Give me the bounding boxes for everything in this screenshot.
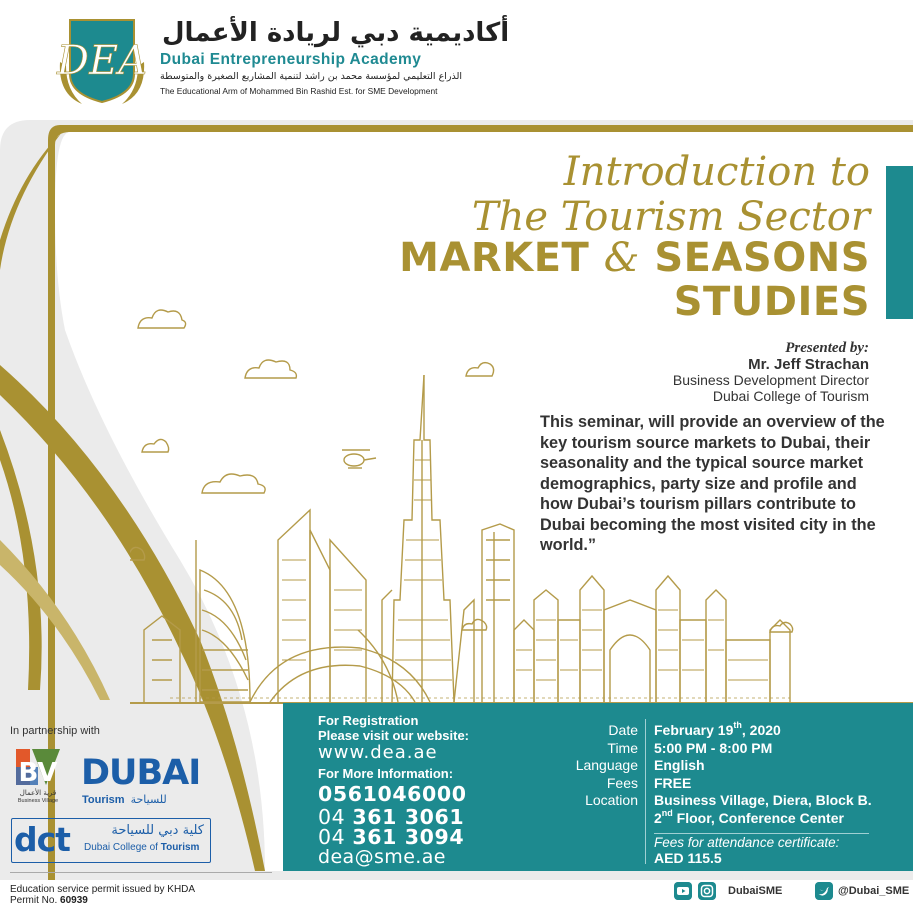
logo-arabic-name: أكاديمية دبي لريادة الأعمال — [162, 18, 510, 48]
logo-english-name: Dubai Entrepreneurship Academy — [160, 51, 422, 68]
location-value-2: 2nd Floor, Conference Center — [654, 807, 844, 826]
phone-landline-1-prefix: 04 — [318, 805, 346, 829]
title-line-1: Introduction to — [563, 149, 870, 195]
business-village-arabic: قرية الأعمال — [19, 789, 57, 797]
dubai-tourism-logo: DUBAI — [81, 753, 201, 793]
title-seasons: SEASONS — [654, 235, 870, 281]
social-handle[interactable]: DubaiSME — [728, 885, 783, 897]
phone-landline-1-number: 361 3061 — [352, 805, 465, 829]
title-line-2: The Tourism Sector — [471, 194, 870, 240]
fees-value: FREE — [654, 774, 692, 791]
youtube-icon[interactable] — [674, 882, 692, 900]
location-value-1: Business Village, Diera, Block B. — [654, 792, 872, 808]
language-label: Language — [575, 757, 638, 773]
details-divider — [645, 719, 646, 864]
more-info-title: For More Information: — [318, 766, 454, 781]
date-value: February 19th, 2020 — [654, 720, 781, 738]
instagram-icon[interactable] — [698, 882, 716, 900]
presenter-organization: Dubai College of Tourism — [712, 388, 869, 404]
partnership-label: In partnership with — [10, 725, 100, 737]
certificate-fee-value: AED 115.5 — [654, 850, 722, 866]
phone-mobile[interactable]: 0561046000 — [318, 782, 467, 806]
event-detail-labels — [520, 722, 638, 810]
registration-title: For Registration — [318, 713, 419, 728]
bv-monogram: BV — [18, 758, 58, 788]
presenter-role: Business Development Director — [672, 372, 869, 388]
dubai-tourism-caption: Tourism للسياحة — [82, 793, 167, 806]
logo-monogram: DEA — [56, 38, 148, 84]
dct-logo-mark: dct — [14, 820, 70, 859]
time-value: 5:00 PM - 8:00 PM — [654, 739, 773, 756]
seminar-description: This seminar, will provide an overview of the key tourism source markets to Dubai, their seasonality and the typical source market demographics, party size and profile and how Dubai’s tourism pillars contribute to Dubai becoming the most visited city in the world.” — [540, 413, 885, 554]
title-line-3 — [399, 236, 870, 280]
language-value: English — [654, 757, 705, 773]
permit-number: Permit No. 60939 — [10, 895, 88, 906]
registration-instruction: Please visit our website: — [318, 728, 470, 743]
twitter-icon[interactable] — [815, 882, 833, 900]
logo-arabic-tagline: الذراع التعليمي لمؤسسة محمد بن راشد لتنمية المشاريع الصغيرة والمتوسطة — [160, 71, 463, 82]
phone-landline-2-prefix: 04 — [318, 825, 346, 849]
presented-by-label: Presented by: — [785, 340, 869, 356]
khda-permit-text: Education service permit issued by KHDA — [10, 884, 196, 895]
certificate-fee-label: Fees for attendance certificate: — [654, 835, 840, 850]
cloud-icon — [138, 310, 186, 328]
title-market: MARKET — [399, 235, 590, 281]
event-detail-values — [654, 722, 904, 827]
certificate-divider — [654, 833, 869, 834]
teal-accent-tab — [886, 166, 913, 319]
date-label: Date — [608, 722, 638, 738]
location-label: Location — [585, 792, 638, 808]
dea-logo-emblem — [52, 14, 152, 106]
email-link[interactable]: dea@sme.ae — [318, 846, 446, 868]
fees-label: Fees — [606, 774, 638, 791]
title-ampersand: & — [603, 235, 640, 281]
time-label: Time — [607, 739, 638, 756]
logo-english-tagline: The Educational Arm of Mohammed Bin Rashid Est. for SME Development — [160, 86, 438, 96]
business-village-english: Business Village — [17, 798, 59, 804]
twitter-handle[interactable]: @Dubai_SME — [838, 885, 910, 897]
website-link[interactable]: www.dea.ae — [318, 742, 438, 763]
title-line-4: STUDIES — [673, 279, 870, 325]
phone-landline-2-number: 361 3094 — [352, 825, 465, 849]
dct-english-name: Dubai College of Tourism — [84, 842, 200, 853]
presenter-name: Mr. Jeff Strachan — [748, 356, 869, 373]
dct-arabic-name: كلية دبي للسياحة — [111, 823, 204, 838]
footer-divider — [10, 872, 272, 873]
